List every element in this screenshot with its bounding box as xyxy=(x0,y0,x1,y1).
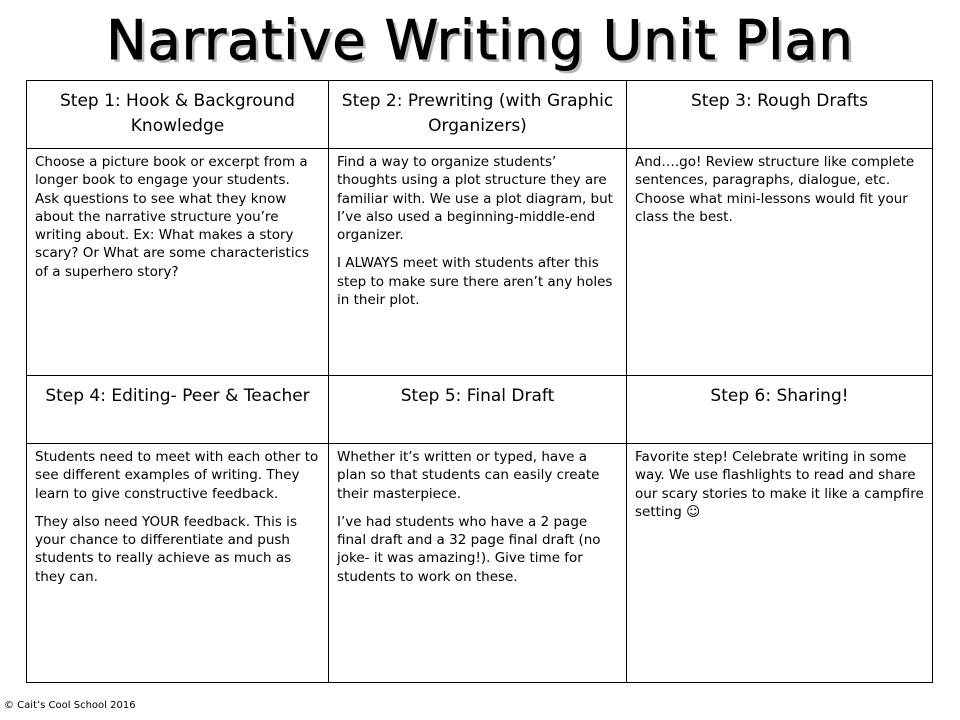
step-5-paragraph-1: Whether it’s written or typed, have a plan so that students can easily create their masterpiece. xyxy=(337,449,600,502)
header-row-2 xyxy=(27,376,933,444)
unit-plan-table xyxy=(26,80,933,683)
step-4-paragraph-1: Students need to meet with each other to see different examples of writing. They learn to give constructive feedback. xyxy=(35,449,319,502)
step-2-paragraph-1: Find a way to organize students’ thoughts using a plot structure they are familiar with. We use a plot diagram, but I’ve also used a beginning-middle-end organizer. xyxy=(337,154,613,244)
step-6-body xyxy=(627,444,933,683)
step-1-body xyxy=(27,149,329,376)
step-6-heading: Step 6: Sharing! xyxy=(627,376,933,444)
copyright-footer: © Cait’s Cool School 2016 xyxy=(4,700,136,711)
step-4-heading: Step 4: Editing- Peer & Teacher xyxy=(27,376,329,444)
step-2-paragraph-2: I ALWAYS meet with students after this step to make sure there aren’t any holes in their plot. xyxy=(337,255,613,309)
body-row-2 xyxy=(27,444,933,683)
step-4-paragraph-2: They also need YOUR feedback. This is your chance to differentiate and push students to really achieve as much as they can. xyxy=(35,513,297,585)
step-3-body xyxy=(627,149,933,376)
step-1-paragraph-1: Choose a picture book or excerpt from a longer book to engage your students. xyxy=(35,154,308,189)
step-1-heading: Step 1: Hook & Background Knowledge xyxy=(27,81,329,149)
step-2-body xyxy=(329,149,627,376)
step-5-body xyxy=(329,444,627,683)
step-6-paragraph-1: Favorite step! Celebrate writing in some way. We use flashlights to read and share our scary stories to make it like a campfire setting ☺ xyxy=(635,449,924,520)
body-row-1 xyxy=(27,149,933,376)
step-1-paragraph-2: Ask questions to see what they know about the narrative structure you’re writing about. Ex: What makes a story scary? Or What are some characteristics of a superhero story? xyxy=(35,190,310,280)
step-3-heading: Step 3: Rough Drafts xyxy=(627,81,933,149)
step-5-paragraph-2: I’ve had students who have a 2 page final draft and a 32 page final draft (no joke- it was amazing!). Give time for students to work on these. xyxy=(337,513,601,585)
step-4-body xyxy=(27,444,329,683)
step-3-paragraph-1: And….go! Review structure like complete sentences, paragraphs, dialogue, etc. Choose what mini-lessons would fit your class the best. xyxy=(635,154,915,225)
step-5-heading: Step 5: Final Draft xyxy=(329,376,627,444)
page-title: Narrative Writing Unit Plan xyxy=(106,9,854,72)
header-row-1 xyxy=(27,81,933,149)
step-2-heading: Step 2: Prewriting (with Graphic Organizers) xyxy=(329,81,627,149)
